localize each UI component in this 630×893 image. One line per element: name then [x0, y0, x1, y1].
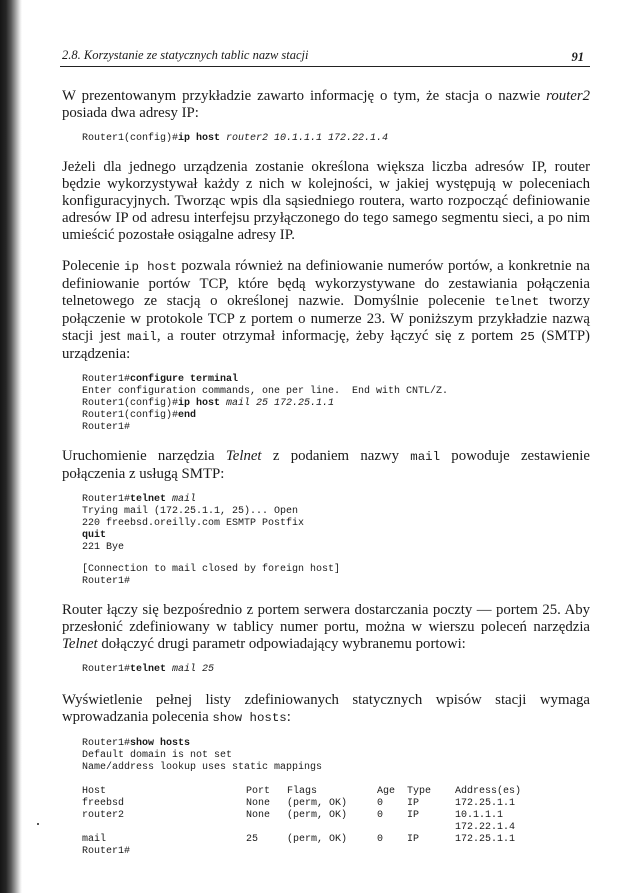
page-number: 91	[571, 50, 584, 64]
table-cell: (perm, OK)	[287, 810, 348, 821]
paragraph: Router łączy się bezpośrednio z portem serwera dostarczania poczty — portem 25. Aby przesłonić zdefiniowany w tablicy numer portu, można w wierszu poleceń narzędzia Telnet dołączyć drugi parametr odpowiadający wybranemu portowi:	[62, 602, 590, 652]
code-block: Router1(config)#ip host router2 10.1.1.1 172.22.1.4	[82, 133, 389, 144]
table-cell: (perm, OK)	[287, 834, 348, 845]
chapter-title: 2.8. Korzystanie ze statycznych tablic nazw stacji	[62, 48, 309, 62]
table-header: Type	[407, 786, 432, 797]
table-row	[82, 822, 535, 834]
table-cell: 0	[377, 798, 384, 809]
hosts-table	[82, 786, 590, 858]
table-cell	[407, 822, 455, 834]
paragraph: Wyświetlenie pełnej listy zdefiniowanych statycznych wpisów stacji wymaga wprowadzania polecenia show hosts:	[62, 692, 590, 725]
table-cell: IP	[407, 810, 420, 821]
code-block: Router1#configure terminal Enter configuration commands, one per line. End with CNTL/Z. Router1(config)#ip host mail 25 172.25.1.1 Router1(config)#end Router1#	[82, 374, 449, 433]
table-header: Address(es)	[455, 786, 522, 797]
table-header: Age	[377, 786, 396, 797]
table-header: Host	[82, 786, 107, 797]
table-cell: 0	[377, 834, 384, 845]
table-cell: 172.25.1.1	[455, 834, 516, 845]
table-cell: None	[246, 810, 271, 821]
table-header-row	[82, 786, 535, 798]
table-cell: 0	[377, 810, 384, 821]
paragraph: Jeżeli dla jednego urządzenia zostanie określona większa liczba adresów IP, router będzie wykorzystywał każdy z nich w kolejności, w jakiej występują w poleceniach konfiguracyjnych. Tworząc wpis dla sąsiedniego routera, warto rozpocząć definiowanie adresów IP od adresu interfejsu przyłączonego do tego samego segmentu sieci, a po nim umieścić pozostałe osiągalne adresy IP.	[62, 159, 590, 243]
page-body	[62, 88, 590, 858]
table-cell: router2	[82, 810, 125, 821]
table-cell: IP	[407, 834, 420, 845]
code-block: Router1#show hosts Default domain is not set Name/address lookup uses static mappings	[82, 738, 323, 773]
table-cell	[246, 822, 287, 834]
table-cell: 10.1.1.1	[455, 810, 504, 821]
table-cell: (perm, OK)	[287, 798, 348, 809]
table-header: Port	[246, 786, 271, 797]
page-binding-shadow	[0, 0, 22, 893]
code-block: Router1#telnet mail Trying mail (172.25.1.1, 25)... Open 220 freebsd.oreilly.com ESMTP Postfix quit 221 Bye [Connection to mail closed by foreign host] Router1#	[82, 494, 341, 587]
code-block: Router1#telnet mail 25	[82, 664, 215, 675]
running-header	[60, 42, 590, 67]
table-header: Flags	[287, 786, 318, 797]
table-cell: 172.22.1.4	[455, 822, 516, 833]
table-row	[82, 798, 535, 810]
paragraph: W prezentowanym przykładzie zawarto informację o tym, że stacja o nazwie router2 posiada dwa adresy IP:	[62, 88, 590, 121]
table-cell: None	[246, 798, 271, 809]
table-cell: IP	[407, 798, 420, 809]
table-cell	[377, 822, 407, 834]
table-cell	[287, 822, 377, 834]
prompt-line: Router1#	[82, 846, 131, 857]
table-cell	[82, 822, 246, 834]
paragraph: Uruchomienie narzędzia Telnet z podaniem nazwy mail powoduje zestawienie połączenia z usługą SMTP:	[62, 448, 590, 482]
table-cell: freebsd	[82, 798, 125, 809]
table-cell: 172.25.1.1	[455, 798, 516, 809]
table-row	[82, 810, 535, 822]
table-row	[82, 834, 535, 846]
table-cell: 25	[246, 834, 259, 845]
margin-mark	[37, 823, 39, 825]
paragraph: Polecenie ip host pozwala również na definiowanie numerów portów, a konkretnie na definiowanie portów TCP, które będą wykorzystywane do zestawiania połączenia telnetowego ze stacją o określonej nazwie. Domyślnie polecenie telnet tworzy połączenie w protokole TCP z portem o numerze 23. W poniższym przykładzie nazwą stacji jest mail, a router otrzymał informację, żeby łączyć się z portem 25 (SMTP) urządzenia:	[62, 258, 590, 362]
table-cell: mail	[82, 834, 107, 845]
